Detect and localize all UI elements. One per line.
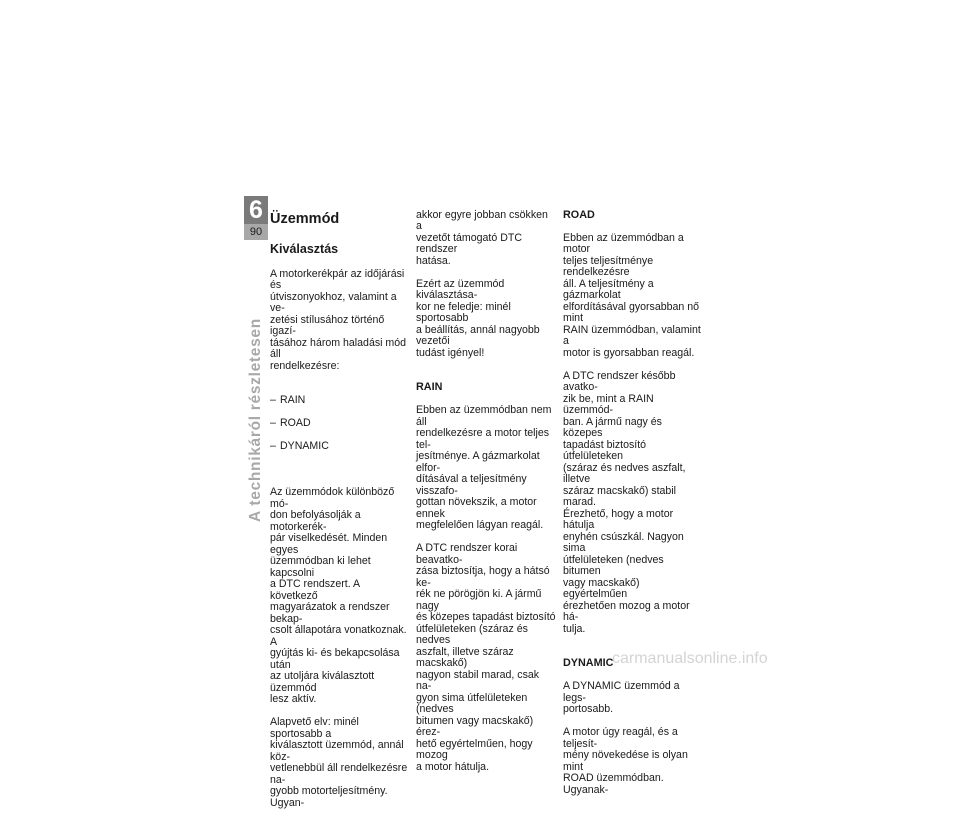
dash-marker: – [270, 417, 276, 429]
intro-paragraph: A motorkerékpár az időjárási és útviszonyokhoz, valamint a ve- zetési stílusához történő igazí- tásához három haladási mód áll rendelkezésre: [270, 267, 407, 372]
paragraph: A DTC rendszer később avatko- zik be, mint a RAIN üzemmód- ban. A jármű nagy és közepes tapadást biztosító útfelületeken (száraz és nedves aszfalt, illetve száraz macskakő) stabil marad. Érezhető, hogy a motor hátulja enyhén csúszkál. Nagyon sima útfelületeken (nedves bitumen vagy macskakő) egyértelműen érezhetően mozog a motor há- tulja. [563, 369, 690, 635]
watermark: carmanualsonline.info [612, 650, 768, 667]
list-item-label: ROAD [280, 417, 311, 429]
list-item [270, 395, 410, 407]
section-subtitle: Kiválasztás [270, 242, 339, 256]
paragraph: A DYNAMIC üzemmód a legs- portosabb. [563, 680, 680, 715]
paragraph: Ebben az üzemmódban nem áll rendelkezésre a motor teljes tel- jesítménye. A gázmarkolat elfor- dításával a teljesítmény visszafo- gottan növekszik, a motor ennek megfelelően lágyan reagál. [416, 404, 552, 531]
page-number: 90 [244, 224, 268, 240]
road-heading: ROAD [563, 208, 595, 221]
text-column-3 [563, 198, 703, 808]
paragraph: A DTC rendszer korai beavatko- zása biztosítja, hogy a hátsó ke- rék ne pörögjön ki. A jármű nagy és közepes tapadást biztosító útfelületeken (száraz és nedves aszfalt, illetve száraz macskakő) nagyon stabil marad, csak na- gyon sima útfelületeken (nedves bitumen vagy macskakő) érez- hető egyértelműen, hogy mozog a motor hátulja. [416, 542, 556, 773]
paragraph: A motor úgy reagál, és a teljesít- mény növekedése is olyan mint ROAD üzemmódban. Ugyanak- [563, 726, 688, 796]
paragraph: Az üzemmódok különböző mó- don befolyásolják a motorkerék- pár viselkedését. Minden egyes üzemmódban ki lehet kapcsolni a DTC rendszert. A következő magyarázatok a rendszer bekap- csolt állapotára vonatkoznak. A gyújtás ki- és bekapcsolása után az utoljára kiválasztott üzemmód lesz aktív. [270, 486, 407, 705]
paragraph: Ezért az üzemmód kiválasztása- kor ne feledje: minél sportosabb a beállítás, annál nagyobb vezetői tudást igényel! [416, 277, 540, 359]
rain-heading: RAIN [416, 381, 443, 393]
list-item [270, 418, 410, 430]
dash-marker: – [270, 440, 276, 452]
dynamic-heading: DYNAMIC [563, 657, 614, 669]
list-item-label: RAIN [280, 394, 306, 406]
text-column-2 [416, 198, 556, 785]
list-item-label: DYNAMIC [280, 440, 329, 452]
mode-list [270, 384, 410, 465]
chapter-side-title: A technikáról részletesen [247, 318, 264, 522]
paragraph: Ebben az üzemmódban a motor teljes teljesítménye rendelkezésre áll. A teljesítmény a gázmarkolat elfordításával gyorsabban nő mint RAIN üzemmódban, valamint a motor is gyorsabban reagál. [563, 231, 701, 359]
paragraph: akkor egyre jobban csökken a vezetőt támogató DTC rendszer hatása. [416, 208, 548, 267]
text-column-1 [270, 198, 410, 821]
paragraph: Alapvető elv: minél sportosabb a kiválasztott üzemmód, annál köz- vetlenebbül áll rendelkezésre na- gyobb motorteljesítmény. Ugyan- [270, 716, 408, 809]
chapter-number: 6 [249, 196, 263, 224]
dash-marker: – [270, 394, 276, 406]
list-item [270, 441, 410, 453]
section-title: Üzemmód [270, 210, 340, 227]
chapter-tab [244, 196, 268, 240]
